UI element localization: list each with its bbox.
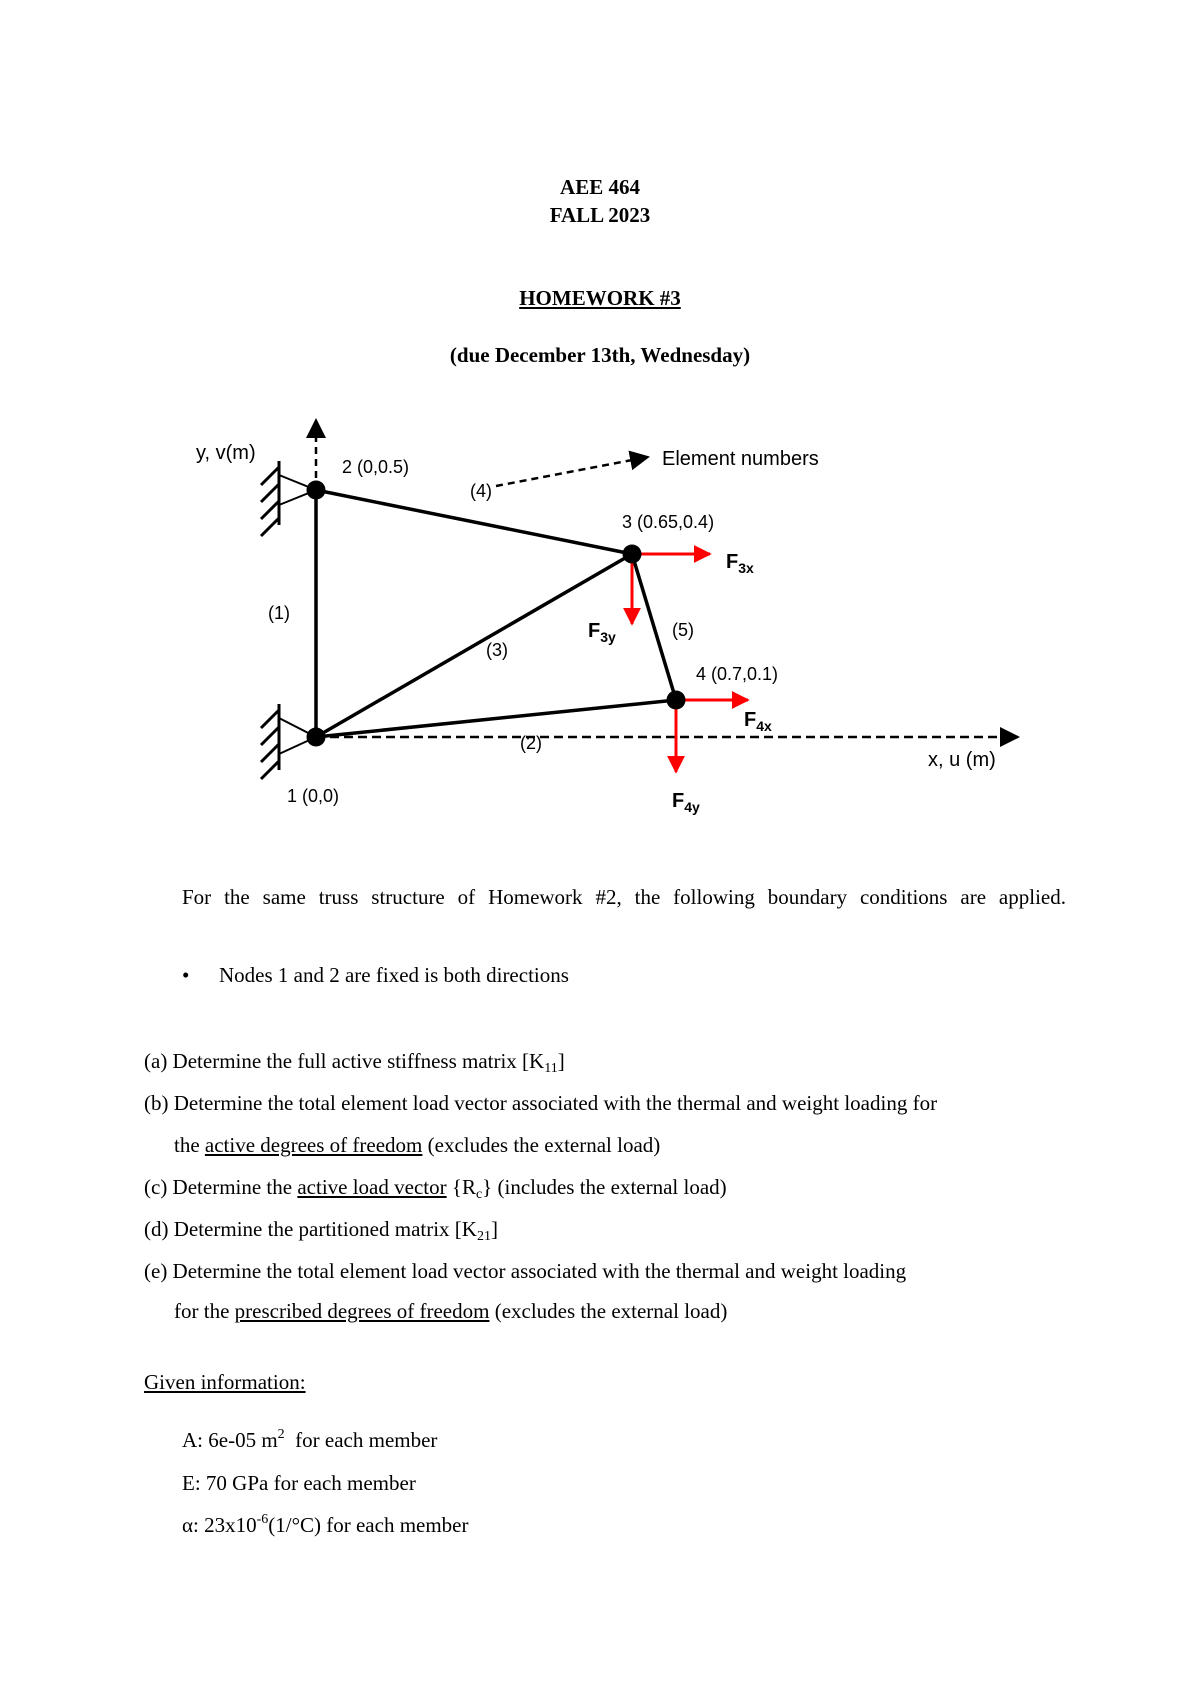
force-f4x-label: $F_{4x}$ bbox=[744, 709, 772, 734]
homework-title: HOMEWORK #3 bbox=[519, 286, 681, 310]
node-1 bbox=[307, 728, 326, 747]
bullet-dot: • bbox=[182, 963, 190, 987]
course-code: AEE 464 bbox=[560, 175, 640, 199]
y-axis-label: y, v(m) bbox=[196, 442, 256, 464]
node-2-label: 2 (0,0.5) bbox=[342, 457, 410, 477]
given-alpha: α: $23x10^{-6}(1/^\circ C)$ for each member bbox=[182, 1512, 469, 1537]
x-axis-label: x, u (m) bbox=[928, 749, 996, 771]
element-legend-label: Element numbers bbox=[662, 448, 819, 470]
question-b-line1: (b) Determine the total element load vector associated with the thermal and weight loading for bbox=[144, 1091, 938, 1115]
due-date: (due December 13th, Wednesday) bbox=[449, 343, 751, 367]
element-3-label: (3) bbox=[486, 640, 508, 660]
given-heading: Given information: bbox=[144, 1370, 306, 1394]
node-3-label: 3 (0.65,0.4) bbox=[622, 512, 715, 532]
truss-diagram bbox=[0, 0, 1200, 840]
given-modulus: E: 70 GPa for each member bbox=[182, 1471, 416, 1495]
node-4 bbox=[667, 691, 686, 710]
question-d: (d) Determine the partitioned matrix $[K_{21}]$ bbox=[144, 1217, 498, 1244]
force-f3y-label: $F_{3y}$ bbox=[588, 620, 616, 645]
element-5-label: (5) bbox=[672, 620, 694, 640]
node-2 bbox=[307, 481, 326, 500]
term: FALL 2023 bbox=[549, 203, 651, 227]
force-f4y-label: $F_{4y}$ bbox=[672, 790, 700, 815]
given-area: A: 6e-05 $m^2$ for each member bbox=[182, 1427, 438, 1452]
node-4-label: 4 (0.7,0.1) bbox=[696, 664, 779, 684]
element-2-label: (2) bbox=[520, 733, 542, 753]
question-a: (a) Determine the full active stiffness matrix $[K_{11}]$ bbox=[144, 1049, 565, 1076]
node-1-label: 1 (0,0) bbox=[287, 786, 340, 806]
element-5 bbox=[632, 554, 676, 700]
element-4-label: (4) bbox=[470, 481, 492, 501]
force-f3x-label: $F_{3x}$ bbox=[726, 551, 754, 576]
question-c: (c) Determine the active load vector $\{R_c\}$ (includes the external load) bbox=[144, 1175, 727, 1202]
question-e-line2: for the prescribed degrees of freedom (excludes the external load) bbox=[174, 1299, 728, 1323]
element-legend-arrow bbox=[496, 457, 648, 486]
question-b-line2: the active degrees of freedom (excludes the external load) bbox=[174, 1133, 661, 1157]
intro-paragraph: For the same truss structure of Homework #2, the following boundary conditions are applied. bbox=[182, 885, 1066, 909]
support-node-2 bbox=[261, 461, 316, 536]
element-1-label: (1) bbox=[268, 603, 290, 623]
bullet-item bbox=[182, 962, 1066, 988]
node-3 bbox=[623, 545, 642, 564]
bullet-text: Nodes 1 and 2 are fixed is both directions bbox=[219, 963, 569, 987]
question-e-line1: (e) Determine the total element load vector associated with the thermal and weight loading bbox=[144, 1259, 907, 1283]
